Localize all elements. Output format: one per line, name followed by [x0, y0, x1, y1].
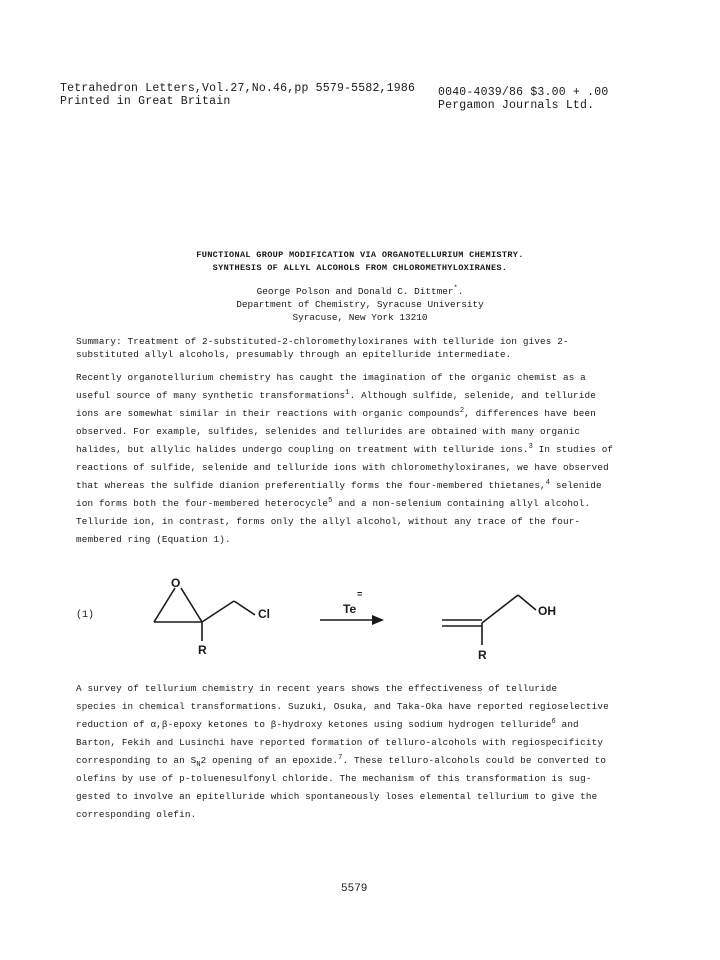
chloromethyl-bond-1: [202, 601, 234, 622]
epoxide-bond-right: [181, 588, 202, 622]
author-department: Department of Chemistry, Syracuse University: [236, 299, 484, 310]
chloromethyl-bond-2: [234, 601, 255, 615]
price-code: 0040-4039/86 $3.00 + .00: [438, 86, 609, 99]
equation-label: (1): [76, 610, 95, 621]
paragraph-2: A survey of tellurium chemistry in recent years shows the effectiveness of telluride species in chemical transformations. Suzuki, Osuka, and Taka-Oka have reported regioselective reduction of α,β-epoxy ketones to β-hydroxy ketones using sodium hydrogen telluride$^6$ and Barton, Fekih and Lusinchi have reported formation of telluro-alcohols with regiospecificity corresponding to an $S_N2$ opening of an epoxide.$^7$. These telluro-alcohols could be converted to olefins by use of p-toluenesulfonyl chloride. The mechanism of this transformation is sug- gested to involve an epitelluride which spontaneously loses elemental tellurium to give the corresponding olefin.: [76, 683, 609, 820]
oxygen-atom: O: [171, 576, 181, 590]
printed-in: Printed in Great Britain: [60, 95, 231, 108]
author-address: Syracuse, New York 13210: [292, 312, 428, 323]
allylic-bond: [482, 595, 518, 623]
epoxide-bond-left: [154, 588, 175, 622]
chlorine-atom: Cl: [258, 607, 270, 621]
journal-citation: Tetrahedron Letters,Vol.27,No.46,pp 5579-5582,1986: [60, 82, 416, 95]
tellurium-reagent: Te: [343, 602, 357, 616]
hydroxyl-group: OH: [538, 604, 556, 618]
r-group-left: R: [198, 643, 207, 657]
reaction-arrow-head: [372, 615, 384, 625]
paragraph-1: Recently organotellurium chemistry has caught the imagination of the organic chemist as a useful source of many synthetic transformations$^1$. Although sulfide, selenide, and telluride ions are somewhat similar in their reactions with organic compounds$^2$, differences have been observed. For example, sulfides, selenides and tellurides are obtained with many organic halides, but allylic halides undergo coupling on treatment with telluride ions.$^3$ In studies of reactions of sulfide, selenide and telluride ions with chloromethyloxiranes, we have observed that whereas the sulfide dianion preferentially forms the four-membered thietanes,$^4$ selenide ion forms both the four-membered heterocycle$^5$ and a non-selenium containing allyl alcohol. Telluride ion, in contrast, forms only the allyl alcohol, without any trace of the four- membered ring (Equation 1).: [76, 372, 614, 545]
tellurium-charge: =: [357, 589, 363, 599]
hydroxymethyl-bond: [518, 595, 536, 610]
summary: Summary: Treatment of 2-substituted-2-chloromethyloxiranes with telluride ion gives 2- substituted allyl alcohols, presumably through an epitelluride intermediate.: [76, 336, 569, 360]
publisher: Pergamon Journals Ltd.: [438, 99, 595, 112]
title-line-2: SYNTHESIS OF ALLYL ALCOHOLS FROM CHLOROMETHYLOXIRANES.: [212, 263, 508, 273]
title-line-1: FUNCTIONAL GROUP MODIFICATION VIA ORGANOTELLURIUM CHEMISTRY.: [196, 250, 524, 260]
page-number: 5579: [341, 883, 368, 895]
author-names: George Polson and Donald C. Dittmer*.: [256, 284, 464, 297]
r-group-right: R: [478, 648, 487, 662]
